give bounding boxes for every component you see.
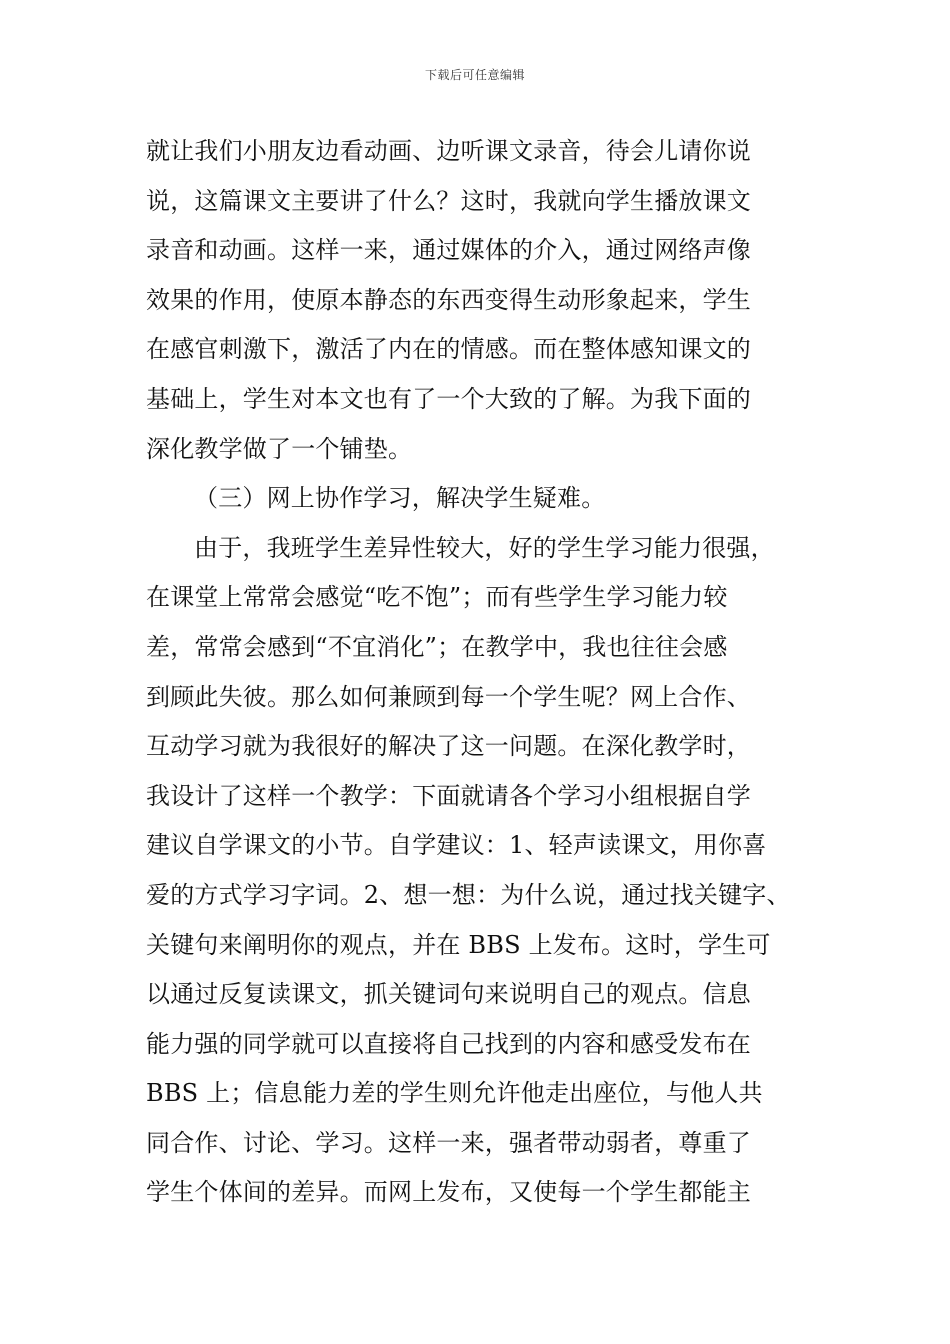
text-line: 学生个体间的差异。而网上发布，又使每一个学生都能主: [146, 1178, 751, 1207]
text-line: 建议自学课文的小节。自学建议：1、轻声读课文，用你喜: [146, 831, 767, 860]
text-line: 我设计了这样一个教学：下面就请各个学习小组根据自学: [146, 781, 751, 810]
text-line: 能力强的同学就可以直接将自己找到的内容和感受发布在: [146, 1029, 751, 1058]
text-line: 爱的方式学习字词。2、想一想：为什么说，通过找关键字、: [146, 880, 791, 909]
text-line: 说，这篇课文主要讲了什么？这时，我就向学生播放课文: [146, 186, 751, 215]
text-line: 在感官刺激下，激活了内在的情感。而在整体感知课文的: [146, 335, 751, 364]
text-line: 在课堂上常常会感觉“吃不饱”；而有些学生学习能力较: [146, 583, 728, 612]
text-line: 就让我们小朋友边看动画、边听课文录音，待会儿请你说: [146, 137, 751, 165]
text-line: 录音和动画。这样一来，通过媒体的介入，通过网络声像: [146, 236, 751, 265]
text-line: 到顾此失彼。那么如何兼顾到每一个学生呢？网上合作、: [146, 682, 751, 711]
text-line: BBS 上；信息能力差的学生则允许他走出座位，与他人共: [146, 1079, 763, 1108]
text-line: 深化教学做了一个铺垫。: [146, 434, 413, 463]
text-line: 以通过反复读课文，抓关键词句来说明自己的观点。信息: [146, 980, 751, 1009]
text-line: 互动学习就为我很好的解决了这一问题。在深化教学时，: [146, 732, 751, 761]
text-line: 基础上，学生对本文也有了一个大致的了解。为我下面的: [146, 384, 751, 413]
text-line: 由于，我班学生差异性较大，好的学生学习能力很强，: [194, 533, 775, 562]
body-text: [146, 127, 826, 1218]
text-line: 效果的作用，使原本静态的东西变得生动形象起来，学生: [146, 285, 751, 314]
text-line: 同合作、讨论、学习。这样一来，强者带动弱者，尊重了: [146, 1128, 751, 1157]
text-line: 差，常常会感到“不宜消化”；在教学中，我也往往会感: [146, 632, 728, 661]
text-line: （三）网上协作学习，解决学生疑难。: [194, 484, 606, 513]
page-header: 下载后可任意编辑: [424, 68, 525, 82]
text-line: 关键句来阐明你的观点，并在 BBS 上发布。这时，学生可: [146, 930, 771, 959]
